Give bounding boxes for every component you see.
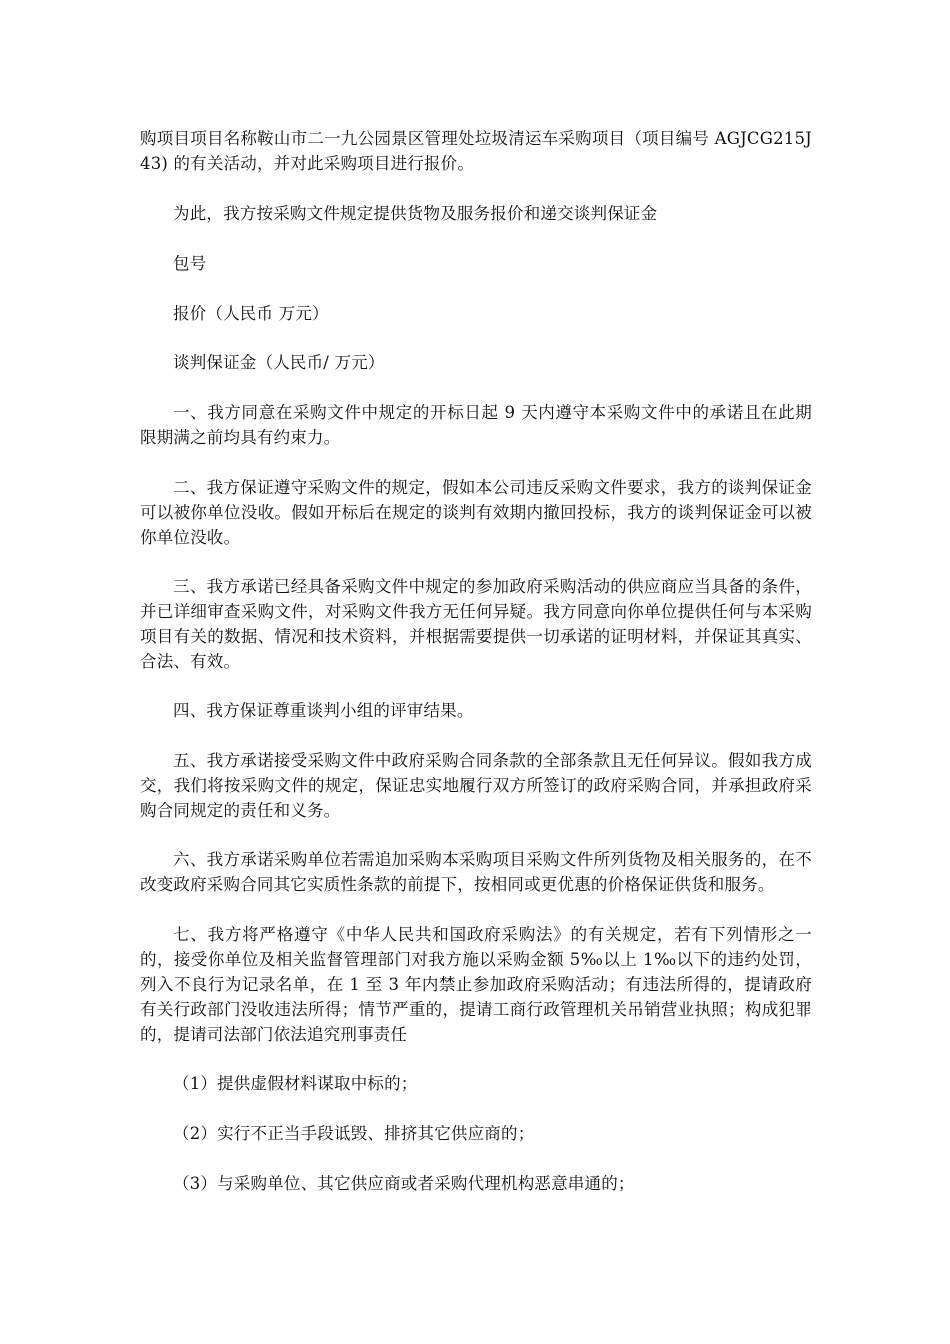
paragraph-quote-statement: 为此，我方按采购文件规定提供货物及服务报价和递交谈判保证金	[173, 204, 658, 223]
label-package-number: 包号	[173, 254, 207, 273]
list-item-1: （1）提供虚假材料谋取中标的；	[173, 1074, 418, 1093]
list-item-3: （3）与采购单位、其它供应商或者采购代理机构恶意串通的；	[173, 1174, 635, 1193]
clause-7: 七、我方将严格遵守《中华人民共和国政府采购法》的有关规定，若有下列情形之一的，接受你单位及相关监督管理部门对我方施以采购金额 5‰以上 1‰以下的违约处罚，列入不良行为记录名单，在 1 至 3 年内禁止参加政府采购活动；有违法所得的，提请政府有关行政部门没收违法所得；情节严重的，提请工商行政管理机关吊销营业执照；构成犯罪的，提请司法部门依法追究刑事责任	[140, 925, 812, 1044]
clause-6: 六、我方承诺采购单位若需追加采购本采购项目采购文件所列货物及相关服务的，在不改变政府采购合同其它实质性条款的前提下，按相同或更优惠的价格保证供货和服务。	[140, 850, 812, 894]
label-negotiation-deposit: 谈判保证金（人民币/ 万元）	[173, 353, 385, 372]
clause-3: 三、我方承诺已经具备采购文件中规定的参加政府采购活动的供应商应当具备的条件，并已详细审查采购文件，对采购文件我方无任何异疑。我方同意向你单位提供任何与本采购项目有关的数据、情况和技术资料，并根据需要提供一切承诺的证明材料，并保证其真实、合法、有效。	[140, 577, 812, 671]
list-item-2: （2）实行不正当手段诋毁、排挤其它供应商的；	[173, 1124, 535, 1143]
clause-4: 四、我方保证尊重谈判小组的评审结果。	[173, 701, 474, 720]
clause-5: 五、我方承诺接受采购文件中政府采购合同条款的全部条款且无任何异议。假如我方成交，我们将按采购文件的规定，保证忠实地履行双方所签订的政府采购合同，并承担政府采购合同规定的责任和义务。	[140, 751, 812, 820]
clause-2: 二、我方保证遵守采购文件的规定，假如本公司违反采购文件要求，我方的谈判保证金可以被你单位没收。假如开标后在规定的谈判有效期内撤回投标，我方的谈判保证金可以被你单位没收。	[140, 478, 812, 547]
clause-1: 一、我方同意在采购文件中规定的开标日起 9 天内遵守本采购文件中的承诺且在此期限期满之前均具有约束力。	[140, 403, 812, 447]
label-quote-amount: 报价（人民币 万元）	[173, 304, 329, 323]
paragraph-project-intro: 购项目项目名称鞍山市二一九公园景区管理处垃圾清运车采购项目（项目编号 AGJCG215J43) 的有关活动，并对此采购项目进行报价。	[140, 129, 812, 173]
